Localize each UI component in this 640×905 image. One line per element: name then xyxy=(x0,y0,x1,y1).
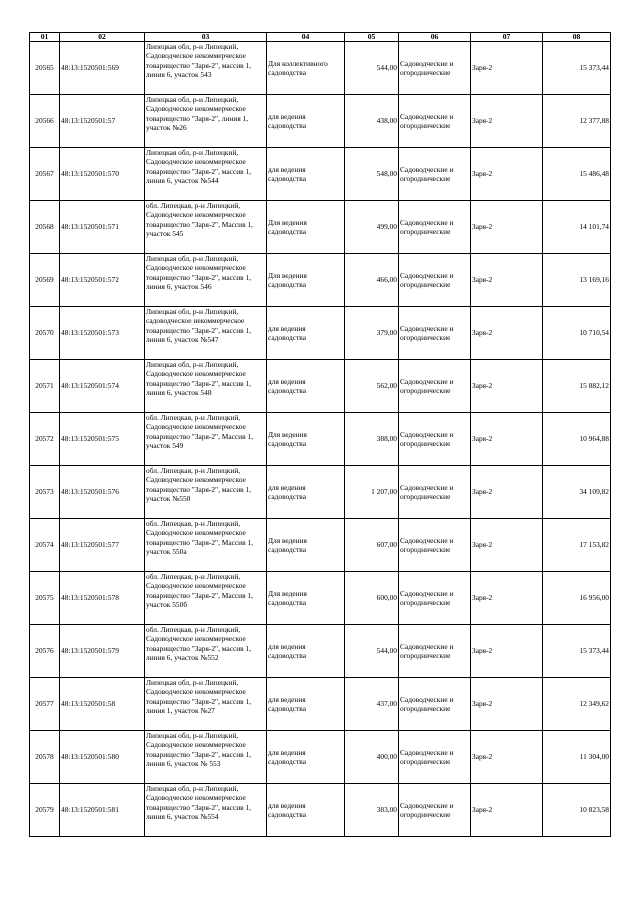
record-number-cell: 20575 xyxy=(30,572,60,625)
permitted-use-text: Для ведения садоводства xyxy=(268,535,307,554)
area-cell: 379,00 xyxy=(345,307,399,360)
land-category-cell: Садоводческие и огороднические xyxy=(399,201,471,254)
cadastral-value-cell: 14 101,74 xyxy=(543,201,611,254)
header-row xyxy=(30,33,611,42)
address-text: обл. Липецкая, р-н Липецкий, Садоводческое некоммерческое товарищество "Заря-2", массив 1, участок №550 xyxy=(146,466,252,504)
address-cell xyxy=(145,784,267,837)
record-number-cell: 20567 xyxy=(30,148,60,201)
permitted-use-text: для ведения садоводства xyxy=(268,747,306,766)
partnership-name-cell: Заря-2 xyxy=(471,413,543,466)
cadastral-value-cell: 12 349,62 xyxy=(543,678,611,731)
address-cell xyxy=(145,678,267,731)
address-text: Липецкая обл, р-н Липецкий, садоводческое некоммерческое товарищество "Заря-2", массив 1, линия 6, участок №547 xyxy=(146,307,252,345)
area-cell: 383,00 xyxy=(345,784,399,837)
land-category-cell: Садоводческие и огороднические xyxy=(399,307,471,360)
cadastral-value-cell: 10 964,88 xyxy=(543,413,611,466)
table-row xyxy=(30,413,611,466)
cadastral-number-cell: 48:13:1520501:572 xyxy=(60,254,145,307)
permitted-use-cell xyxy=(267,466,345,519)
area-cell: 607,00 xyxy=(345,519,399,572)
address-text: обл. Липецкая, р-н Липецкий, Садоводческое некоммерческое товарищество "Заря-2", массив 1, линия 6, участок №552 xyxy=(146,625,252,663)
permitted-use-cell xyxy=(267,42,345,95)
area-cell: 544,00 xyxy=(345,625,399,678)
partnership-name-cell: Заря-2 xyxy=(471,519,543,572)
header-col-07: 07 xyxy=(471,33,543,42)
table-row xyxy=(30,201,611,254)
permitted-use-text: Для коллективного садоводства xyxy=(268,58,328,77)
cadastral-value-cell: 10 710,54 xyxy=(543,307,611,360)
address-cell xyxy=(145,254,267,307)
cadastral-value-cell: 11 304,00 xyxy=(543,731,611,784)
area-cell: 1 207,00 xyxy=(345,466,399,519)
partnership-name-cell: Заря-2 xyxy=(471,784,543,837)
address-cell xyxy=(145,519,267,572)
area-cell: 437,00 xyxy=(345,678,399,731)
address-cell xyxy=(145,201,267,254)
partnership-name-cell: Заря-2 xyxy=(471,95,543,148)
header-col-01: 01 xyxy=(30,33,60,42)
cadastral-value-cell: 17 153,82 xyxy=(543,519,611,572)
permitted-use-text: для ведения садоводства xyxy=(268,694,306,713)
area-cell: 544,00 xyxy=(345,42,399,95)
partnership-name-cell: Заря-2 xyxy=(471,572,543,625)
table-row xyxy=(30,466,611,519)
cadastral-number-cell: 48:13:1520501:575 xyxy=(60,413,145,466)
land-category-cell: Садоводческие и огороднические xyxy=(399,148,471,201)
header-col-06: 06 xyxy=(399,33,471,42)
address-cell xyxy=(145,42,267,95)
area-cell: 600,00 xyxy=(345,572,399,625)
permitted-use-cell xyxy=(267,360,345,413)
address-text: обл. Липецкая, р-н Липецкий, Садоводческое некоммерческое товарищество "Заря-2", Массив 1, участок 550а xyxy=(146,519,254,557)
partnership-name-cell: Заря-2 xyxy=(471,148,543,201)
cadastral-number-cell: 48:13:1520501:574 xyxy=(60,360,145,413)
address-cell xyxy=(145,360,267,413)
partnership-name-cell: Заря-2 xyxy=(471,307,543,360)
land-category-cell: Садоводческие и огороднические xyxy=(399,360,471,413)
partnership-name-cell: Заря-2 xyxy=(471,466,543,519)
address-text: Липецкая обл, р-н Липецкий, Садоводческое некоммерческое товарищество "Заря-2", массив 1, линия 6, участок 546 xyxy=(146,254,252,292)
cadastral-number-cell: 48:13:1520501:571 xyxy=(60,201,145,254)
address-text: обл. Липецкая, р-н Липецкий, Садоводческое некоммерческое товарищество "Заря-2", Массив 1, участок 545 xyxy=(146,201,254,239)
address-cell xyxy=(145,466,267,519)
cadastral-value-cell: 15 373,44 xyxy=(543,625,611,678)
address-cell xyxy=(145,95,267,148)
land-category-cell: Садоводческие и огороднические xyxy=(399,95,471,148)
record-number-cell: 20566 xyxy=(30,95,60,148)
record-number-cell: 20577 xyxy=(30,678,60,731)
address-cell xyxy=(145,307,267,360)
record-number-cell: 20576 xyxy=(30,625,60,678)
partnership-name-cell: Заря-2 xyxy=(471,254,543,307)
table-row xyxy=(30,307,611,360)
land-category-cell: Садоводческие и огороднические xyxy=(399,466,471,519)
area-cell: 388,00 xyxy=(345,413,399,466)
permitted-use-text: для ведения садоводства xyxy=(268,641,306,660)
permitted-use-text: для ведения садоводства xyxy=(268,482,306,501)
cadastral-number-cell: 48:13:1520501:579 xyxy=(60,625,145,678)
permitted-use-text: Для ведения садоводства xyxy=(268,217,307,236)
land-registry-table xyxy=(29,32,611,837)
address-text: Липецкая обл, р-н Липецкий, Садоводческое некоммерческое товарищество "Заря-2", массив 1, линия 6, участок № 553 xyxy=(146,731,252,769)
permitted-use-cell xyxy=(267,307,345,360)
address-cell xyxy=(145,625,267,678)
land-category-cell: Садоводческие и огороднические xyxy=(399,625,471,678)
cadastral-value-cell: 13 169,16 xyxy=(543,254,611,307)
header-col-08: 08 xyxy=(543,33,611,42)
address-text: Липецкая обл, р-н Липецкий, Садоводческое некоммерческое товарищество "Заря-2", массив 1, линия 1, участок №27 xyxy=(146,678,252,716)
land-category-cell: Садоводческие и огороднические xyxy=(399,519,471,572)
address-text: Липецкая обл, р-н Липецкий, Садоводческое некоммерческое товарищество "Заря-2", массив 1, линия 6, участок 548 xyxy=(146,360,252,398)
partnership-name-cell: Заря-2 xyxy=(471,42,543,95)
record-number-cell: 20573 xyxy=(30,466,60,519)
table-row xyxy=(30,572,611,625)
table-row xyxy=(30,625,611,678)
address-text: Липецкая обл, р-н Липецкий, Садоводческое некоммерческое товарищество "Заря-2", массив 1, линия 6, участок №544 xyxy=(146,148,252,186)
record-number-cell: 20578 xyxy=(30,731,60,784)
table-row xyxy=(30,148,611,201)
permitted-use-text: для ведения садоводства xyxy=(268,323,306,342)
cadastral-number-cell: 48:13:1520501:576 xyxy=(60,466,145,519)
permitted-use-text: Для ведения садоводства xyxy=(268,588,307,607)
cadastral-number-cell: 48:13:1520501:570 xyxy=(60,148,145,201)
record-number-cell: 20568 xyxy=(30,201,60,254)
cadastral-value-cell: 10 823,58 xyxy=(543,784,611,837)
record-number-cell: 20570 xyxy=(30,307,60,360)
table-row xyxy=(30,42,611,95)
table-row xyxy=(30,731,611,784)
cadastral-number-cell: 48:13:1520501:578 xyxy=(60,572,145,625)
area-cell: 466,00 xyxy=(345,254,399,307)
partnership-name-cell: Заря-2 xyxy=(471,201,543,254)
permitted-use-cell xyxy=(267,784,345,837)
header-col-03: 03 xyxy=(145,33,267,42)
record-number-cell: 20569 xyxy=(30,254,60,307)
table-row xyxy=(30,254,611,307)
address-text: Липецкая обл, р-н Липецкий, Садоводческое некоммерческое товарищество "Заря-2", массив 1, линия 6, участок №554 xyxy=(146,784,252,822)
cadastral-value-cell: 34 109,82 xyxy=(543,466,611,519)
permitted-use-cell xyxy=(267,731,345,784)
header-col-04: 04 xyxy=(267,33,345,42)
record-number-cell: 20565 xyxy=(30,42,60,95)
area-cell: 438,00 xyxy=(345,95,399,148)
cadastral-value-cell: 15 882,12 xyxy=(543,360,611,413)
table-row xyxy=(30,95,611,148)
land-category-cell: Садоводческие и огороднические xyxy=(399,413,471,466)
area-cell: 400,00 xyxy=(345,731,399,784)
area-cell: 562,00 xyxy=(345,360,399,413)
permitted-use-cell xyxy=(267,678,345,731)
address-text: Липецкая обл, р-н Липецкий, Садоводческое некоммерческое товарищество "Заря-2", массив 1, линия 6, участок 543 xyxy=(146,42,252,80)
address-text: обл. Липецкая, р-н Липецкий, Садоводческое некоммерческое товарищество "Заря-2", Массив 1, участок 549 xyxy=(146,413,254,451)
permitted-use-cell xyxy=(267,572,345,625)
permitted-use-cell xyxy=(267,95,345,148)
address-cell xyxy=(145,413,267,466)
land-category-cell: Садоводческие и огороднические xyxy=(399,784,471,837)
cadastral-number-cell: 48:13:1520501:581 xyxy=(60,784,145,837)
cadastral-number-cell: 48:13:1520501:57 xyxy=(60,95,145,148)
partnership-name-cell: Заря-2 xyxy=(471,678,543,731)
permitted-use-text: Для ведения садоводства xyxy=(268,429,307,448)
partnership-name-cell: Заря-2 xyxy=(471,625,543,678)
record-number-cell: 20574 xyxy=(30,519,60,572)
table-row xyxy=(30,360,611,413)
record-number-cell: 20571 xyxy=(30,360,60,413)
land-category-cell: Садоводческие и огороднические xyxy=(399,254,471,307)
cadastral-number-cell: 48:13:1520501:58 xyxy=(60,678,145,731)
cadastral-number-cell: 48:13:1520501:569 xyxy=(60,42,145,95)
address-cell xyxy=(145,572,267,625)
record-number-cell: 20579 xyxy=(30,784,60,837)
area-cell: 548,00 xyxy=(345,148,399,201)
permitted-use-text: для ведения садоводства xyxy=(268,800,306,819)
partnership-name-cell: Заря-2 xyxy=(471,731,543,784)
table-row xyxy=(30,519,611,572)
area-cell: 499,00 xyxy=(345,201,399,254)
permitted-use-text: для ведения садоводства xyxy=(268,111,306,130)
land-category-cell: Садоводческие и огороднические xyxy=(399,731,471,784)
partnership-name-cell: Заря-2 xyxy=(471,360,543,413)
record-number-cell: 20572 xyxy=(30,413,60,466)
cadastral-number-cell: 48:13:1520501:573 xyxy=(60,307,145,360)
cadastral-value-cell: 12 377,88 xyxy=(543,95,611,148)
address-text: обл. Липецкая, р-н Липецкий, Садоводческое некоммерческое товарищество "Заря-2", Массив 1, участок 550б xyxy=(146,572,254,610)
permitted-use-cell xyxy=(267,625,345,678)
permitted-use-cell xyxy=(267,201,345,254)
permitted-use-cell xyxy=(267,519,345,572)
permitted-use-text: для ведения садоводства xyxy=(268,376,306,395)
permitted-use-text: для ведения садоводства xyxy=(268,164,306,183)
cadastral-number-cell: 48:13:1520501:577 xyxy=(60,519,145,572)
table-row xyxy=(30,678,611,731)
header-col-05: 05 xyxy=(345,33,399,42)
land-category-cell: Садоводческие и огороднические xyxy=(399,42,471,95)
cadastral-number-cell: 48:13:1520501:580 xyxy=(60,731,145,784)
address-text: Липецкая обл, р-н Липецкий, Садоводческое некоммерческое товарищество "Заря-2", линия 1, участок №26 xyxy=(146,95,249,133)
land-category-cell: Садоводческие и огороднические xyxy=(399,572,471,625)
cadastral-value-cell: 15 373,44 xyxy=(543,42,611,95)
table-row xyxy=(30,784,611,837)
permitted-use-cell xyxy=(267,254,345,307)
permitted-use-cell xyxy=(267,148,345,201)
cadastral-value-cell: 16 956,00 xyxy=(543,572,611,625)
header-col-02: 02 xyxy=(60,33,145,42)
permitted-use-cell xyxy=(267,413,345,466)
land-category-cell: Садоводческие и огороднические xyxy=(399,678,471,731)
address-cell xyxy=(145,731,267,784)
address-cell xyxy=(145,148,267,201)
permitted-use-text: Для ведения садоводства xyxy=(268,270,307,289)
cadastral-value-cell: 15 486,48 xyxy=(543,148,611,201)
